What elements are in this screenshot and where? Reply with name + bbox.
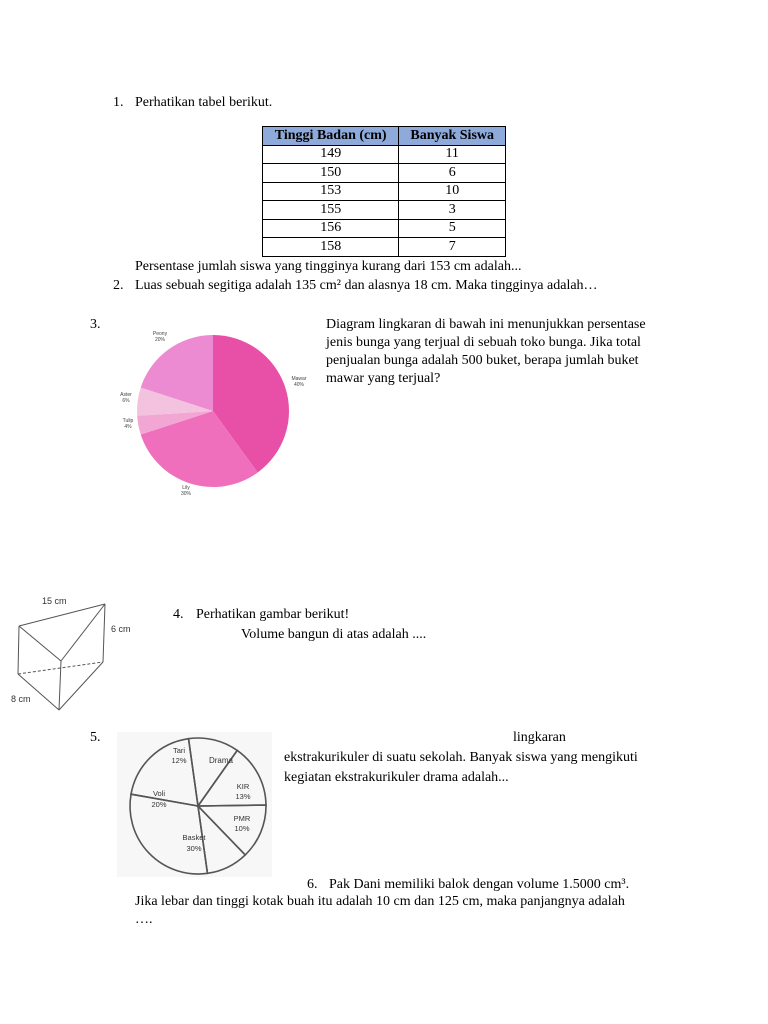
q3-text-line: penjualan bunga adalah 500 buket, berapa jumlah buket — [326, 353, 639, 368]
q6-line3: …. — [135, 912, 153, 927]
table-cell: 149 — [263, 145, 399, 164]
prism-label-right: 6 cm — [111, 624, 131, 634]
q3-text-line: mawar yang terjual? — [326, 371, 441, 386]
table-cell: 153 — [263, 182, 399, 201]
table-row — [263, 182, 506, 201]
table-cell: 7 — [399, 238, 506, 257]
table-row — [263, 238, 506, 257]
pie2-label-kir: KIR 13% — [235, 782, 251, 801]
q2-number: 2. — [113, 278, 124, 293]
table-cell: 11 — [399, 145, 506, 164]
q3-number: 3. — [90, 317, 101, 332]
pie-label-aster: Aster 6% — [120, 392, 132, 404]
q5-number: 5. — [90, 730, 101, 745]
table-header-height: Tinggi Badan (cm) — [263, 127, 399, 146]
table-header-count: Banyak Siswa — [399, 127, 506, 146]
table-cell: 3 — [399, 201, 506, 220]
table-header-row — [263, 127, 506, 146]
extracurricular-pie-svg — [117, 732, 272, 877]
q5-text-line2: kegiatan ekstrakurikuler drama adalah... — [284, 770, 509, 785]
table-cell: 155 — [263, 201, 399, 220]
pie2-label-basket: Basket 30% — [182, 833, 206, 853]
table-row — [263, 164, 506, 183]
table-cell: 10 — [399, 182, 506, 201]
q5-visible-word: lingkaran — [513, 730, 566, 745]
prism-figure — [8, 596, 143, 716]
q4-subtext: Volume bangun di atas adalah .... — [241, 627, 427, 642]
q1-number: 1. — [113, 95, 124, 110]
q3-text-line: Diagram lingkaran di bawah ini menunjukkan persentase — [326, 317, 646, 332]
table-cell: 150 — [263, 164, 399, 183]
flower-pie-svg — [115, 320, 315, 505]
q1-question: Persentase jumlah siswa yang tingginya kurang dari 153 cm adalah... — [135, 259, 522, 274]
table-cell: 5 — [399, 219, 506, 238]
flower-pie-chart — [115, 320, 315, 505]
q3-text — [326, 316, 676, 388]
q6-number: 6. — [307, 877, 318, 892]
extracurricular-pie-chart — [117, 732, 272, 877]
pie-label-tulip: Tulip 4% — [122, 418, 134, 430]
table-cell: 156 — [263, 219, 399, 238]
table-cell: 6 — [399, 164, 506, 183]
pie2-label-voli: Voli 20% — [151, 789, 167, 809]
table-row — [263, 201, 506, 220]
height-table — [262, 126, 506, 257]
q6-line1: Pak Dani memiliki balok dengan volume 1.5000 cm³. — [329, 877, 630, 892]
q3-text-line: jenis bunga yang terjual di sebuah toko bunga. Jika total — [326, 335, 641, 350]
prism-label-top: 15 cm — [42, 596, 67, 606]
pie-label-mawar: Mawar 40% — [291, 376, 307, 388]
table-cell: 158 — [263, 238, 399, 257]
table-row — [263, 219, 506, 238]
q1-intro: Perhatikan tabel berikut. — [135, 95, 273, 110]
q4-number: 4. — [173, 607, 184, 622]
q4-text: Perhatikan gambar berikut! — [196, 607, 350, 622]
pie-label-lily: Lily 30% — [180, 485, 191, 497]
pie2-label-tari: Tari 12% — [171, 746, 187, 765]
q6-line2: Jika lebar dan tinggi kotak buah itu adalah 10 cm dan 125 cm, maka panjangnya adalah — [135, 894, 625, 909]
q5-text-line1: ekstrakurikuler di suatu sekolah. Banyak siswa yang mengikuti — [284, 750, 638, 765]
pie2-label-pmr: PMR 10% — [233, 814, 251, 833]
prism-label-bottom: 8 cm — [11, 694, 31, 704]
pie2-label-drama: Drama — [208, 756, 233, 765]
table-row — [263, 145, 506, 164]
pie-label-peony: Peony 20% — [152, 331, 168, 343]
q2-text: Luas sebuah segitiga adalah 135 cm² dan alasnya 18 cm. Maka tingginya adalah… — [135, 278, 598, 293]
